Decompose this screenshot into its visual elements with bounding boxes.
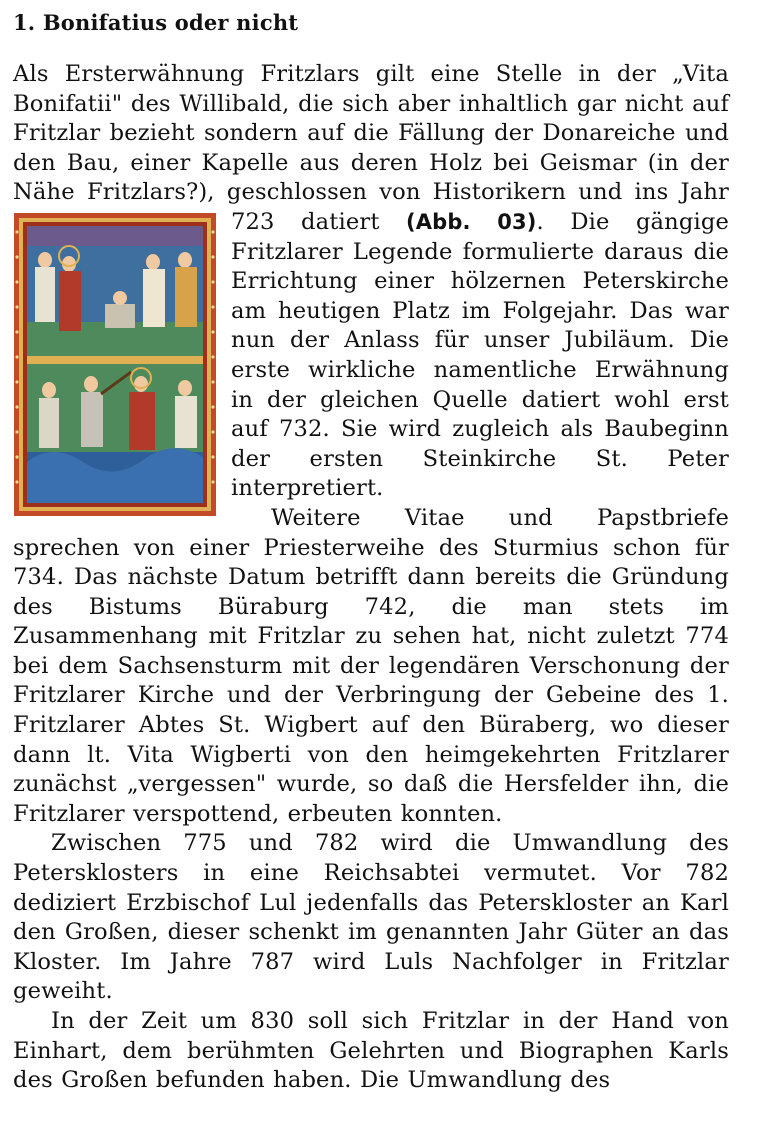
paragraph-2-text: Weitere Vitae und Papstbriefe sprechen von einer Priesterweihe des Sturmius schon für 734. Das nächste Datum betrifft dann bereits die Gründung des Bistums Büraburg 742, die man stets im Zusammenhang mit Fritzlar zu sehen hat, nicht zuletzt 774 bei dem Sachsensturm mit der legendären Verschonung der Fritzlarer Kirche und der Verbringung der Gebeine des 1. Fritzlarer Abtes St. Wigbert auf den Büraberg, wo dieser dann lt. Vita Wigberti von den heimgekehrten Fritzlarer zunächst „vergessen" wurde, so daß die Hersfelder ihn, die Fritzlarer verspottend, erbeuten konnten. bbox=[13, 504, 729, 827]
paragraph-1 bbox=[13, 60, 729, 504]
paragraph-1-text-b: . Die gängige Fritzlarer Legende formulierte daraus die Errichtung einer hölzernen Peterskirche am heutigen Platz im Folgejahr. Das war nun der Anlass für unser Jubiläum. Die erste wirkliche namentliche Erwähnung in der gleichen Quelle datiert wohl erst auf 732. Sie wird zugleich als Baubeginn der ersten Steinkirche St. Peter interpretiert. bbox=[231, 208, 729, 502]
document-page bbox=[13, 8, 729, 1096]
medieval-illumination-image bbox=[13, 212, 217, 517]
paragraph-1-text-a: Als Ersterwähnung Fritzlars gilt eine Stelle in der „Vita Bonifatii" des Willibald, die sich aber inhaltlich gar nicht auf Fritzlar bezieht sondern auf die Fällung der Donareiche und den Bau, einer Kapelle aus deren Holz bei Geismar (in der Nähe Fritzlars?), geschlossen von Historikern und ins Jahr 723 datiert bbox=[13, 61, 729, 235]
section-heading: 1. Bonifatius oder nicht bbox=[13, 10, 299, 35]
figure-reference: (Abb. 03) bbox=[406, 209, 537, 234]
paragraph-2 bbox=[13, 504, 729, 830]
paragraph-3 bbox=[13, 829, 729, 1007]
paragraph-3-text: Zwischen 775 und 782 wird die Umwandlung des Petersklosters in eine Reichsabtei vermutet. Vor 782 dediziert Erzbischof Lul jedenfalls das Peterskloster an Karl den Großen, dieser schenkt im genannten Jahr Güter an das Kloster. Im Jahre 787 wird Luls Nachfolger in Fritzlar geweiht. bbox=[13, 830, 729, 1005]
paragraph-4-text: In der Zeit um 830 soll sich Fritzlar in der Hand von Einhart, dem berühmten Gelehrten und Biographen Karls des Großen befunden haben. Die Umwandlung des bbox=[13, 1008, 729, 1094]
paragraph-4 bbox=[13, 1007, 729, 1096]
body-text bbox=[13, 60, 729, 1096]
